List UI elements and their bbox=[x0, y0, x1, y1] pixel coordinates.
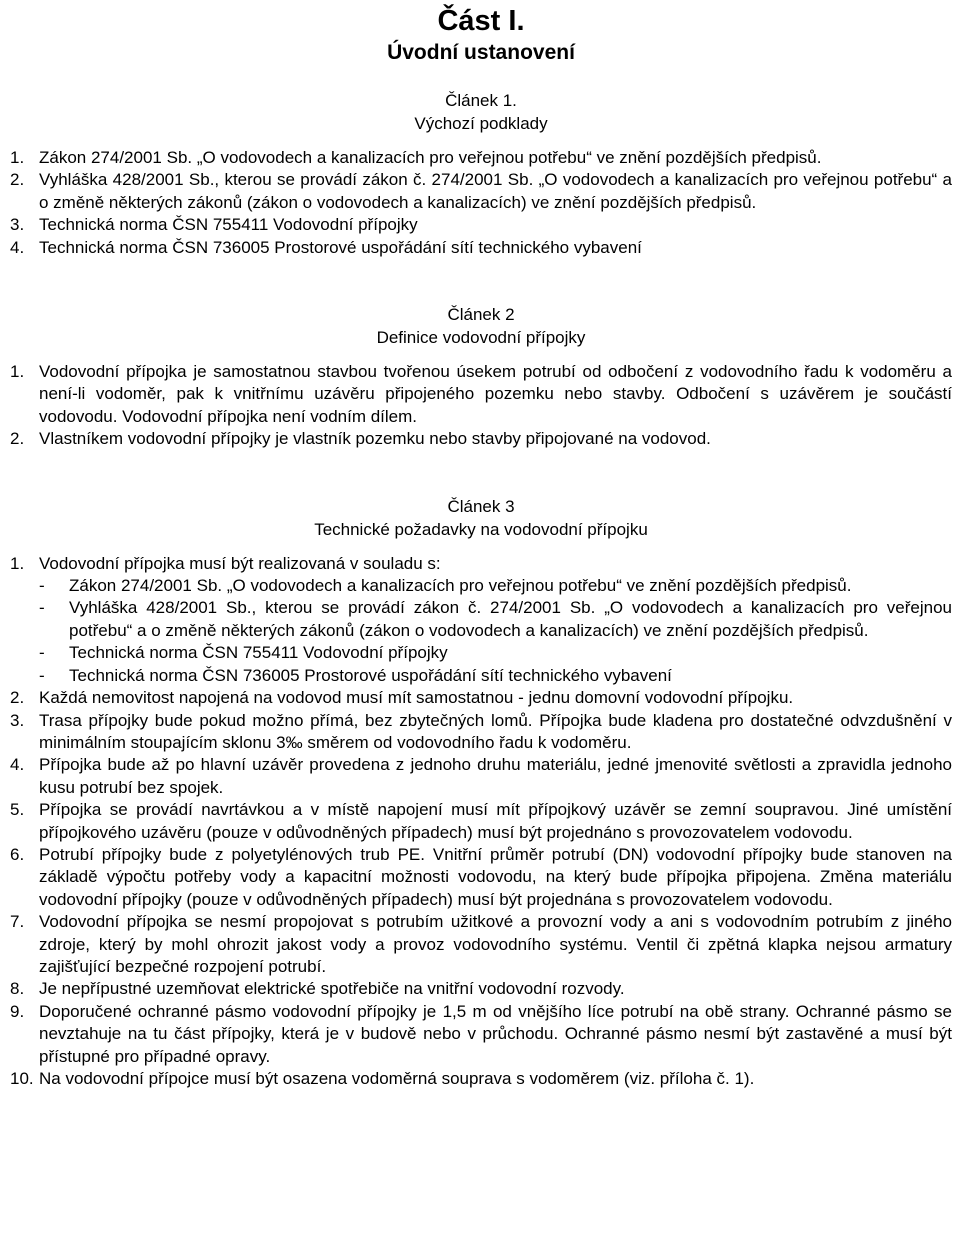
item-number: 6. bbox=[10, 844, 25, 864]
list-item bbox=[10, 428, 952, 450]
item-number: 1. bbox=[10, 148, 25, 167]
item-text: Vyhláška 428/2001 Sb., kterou se provádí zákon č. 274/2001 Sb. „O vodovodech a kanalizacích pro veřejnou potřebu“ a o změně některých zákonů (zákon o vodovodech a kanalizacích) ve znění pozdějších předpisů. bbox=[39, 170, 952, 212]
item-text: Přípojka bude až po hlavní uzávěr provedena z jednoho druhu materiálu, jedné jmenovité světlosti a zpravidla jednoho kusu potrubí bez spojek. bbox=[39, 755, 952, 797]
item-text: Vodovodní přípojka se nesmí propojovat s potrubím užitkové a provozní vody a ani s vodovodním potrubím z jiného zdroje, který by mohl ohrozit jakost vody a provoz vodovodního systému. Ventil či zpětná klapka nejsou armatury zajišťující bezpečné rozpojení potrubí. bbox=[39, 912, 952, 976]
item-number: 2. bbox=[10, 688, 25, 708]
sub-list-item: - Technická norma ČSN 755411 Vodovodní přípojky bbox=[39, 642, 952, 664]
list-item bbox=[10, 1001, 952, 1068]
sub-list-item: - Zákon 274/2001 Sb. „O vodovodech a kanalizacích pro veřejnou potřebu“ ve znění pozdějších předpisů. bbox=[39, 575, 952, 597]
article-3-title: Technické požadavky na vodovodní přípojku bbox=[314, 519, 648, 539]
item-intro-text: Vodovodní přípojka musí být realizovaná v souladu s: bbox=[39, 553, 441, 573]
list-item bbox=[10, 553, 952, 687]
part-title: Část I. bbox=[437, 5, 525, 37]
article-1-heading bbox=[10, 89, 952, 135]
item-text: Technická norma ČSN 736005 Prostorové uspořádání sítí technického vybavení bbox=[39, 237, 642, 257]
article-1-list bbox=[10, 147, 952, 259]
list-item bbox=[10, 361, 952, 428]
sub-item-text: Technická norma ČSN 755411 Vodovodní přípojky bbox=[69, 643, 448, 663]
article-3-number: Článek 3 bbox=[447, 496, 515, 516]
item-text: Každá nemovitost napojená na vodovod musí mít samostatnou - jednu domovní vodovodní přípojku. bbox=[39, 688, 794, 708]
item-text: Přípojka se provádí navrtávkou a v místě napojení musí mít přípojkový uzávěr se zemní soupravou. Jiné umístění přípojkového uzávěru (pouze v odůvodněných případech) musí být projednáno s provozovatelem vodovodu. bbox=[39, 800, 952, 842]
sub-list-item: - Vyhláška 428/2001 Sb., kterou se provádí zákon č. 274/2001 Sb. „O vodovodech a kanalizacích pro veřejnou potřebu“ a o změně některých zákonů (zákon o vodovodech a kanalizacích) ve znění pozdějších předpisů. bbox=[39, 597, 952, 642]
list-item bbox=[10, 978, 952, 1000]
item-text: Vodovodní přípojka je samostatnou stavbou tvořenou úsekem potrubí od odbočení z vodovodního řadu k vodoměru a není-li vodoměr, pak k vnitřnímu uzávěru připojeného pozemku nebo stavby. Odbočení s uzávěrem je součástí vodovodu. Vodovodní přípojka není vodním dílem. bbox=[39, 362, 952, 426]
list-item bbox=[10, 214, 952, 236]
item-text: Technická norma ČSN 755411 Vodovodní přípojky bbox=[39, 215, 418, 235]
item-text: Zákon 274/2001 Sb. „O vodovodech a kanalizacích pro veřejnou potřebu“ ve znění pozdějších předpisů. bbox=[39, 148, 822, 167]
item-text: Vlastníkem vodovodní přípojky je vlastník pozemku nebo stavby připojované na vodovod. bbox=[39, 429, 711, 449]
list-item bbox=[10, 1068, 952, 1090]
item-number: 5. bbox=[10, 800, 25, 820]
item-text bbox=[39, 553, 952, 687]
item-number: 3. bbox=[10, 215, 25, 235]
item-text: Potrubí přípojky bude z polyetylénových trub PE. Vnitřní průměr potrubí (DN) vodovodní přípojky bude stanoven na základě výpočtu potřeby vody a kapacitní možnosti vodovodu, na který bude přípojka připojena. Změna materiálu vodovodní přípojky (pouze v odůvodněných případech) musí být projednána s provozovatelem vodovodu. bbox=[39, 844, 952, 909]
sub-item-text: Vyhláška 428/2001 Sb., kterou se provádí zákon č. 274/2001 Sb. „O vodovodech a kanalizacích pro veřejnou potřebu“ a o změně některých zákonů (zákon o vodovodech a kanalizacích) ve znění pozdějších předpisů. bbox=[69, 598, 952, 640]
article-2-list bbox=[10, 361, 952, 451]
item-text: Je nepřípustné uzemňovat elektrické spotřebiče na vnitřní vodovodní rozvody. bbox=[39, 979, 625, 999]
item-number: 9. bbox=[10, 1001, 25, 1021]
item-text: Doporučené ochranné pásmo vodovodní přípojky je 1,5 m od vnějšího líce potrubí na obě strany. Ochranné pásmo se nevztahuje na tu část přípojky, která je v budově nebo v průchodu. Ochranné pásmo nesmí být zastavěné a musí být přístupné pro případné opravy. bbox=[39, 1001, 952, 1066]
list-item bbox=[10, 687, 952, 709]
part-subtitle: Úvodní ustanovení bbox=[387, 41, 575, 64]
list-item bbox=[10, 754, 952, 799]
article-2-number: Článek 2 bbox=[447, 305, 515, 325]
article-1-number: Článek 1. bbox=[445, 91, 517, 110]
list-item bbox=[10, 147, 952, 169]
item-text: Trasa přípojky bude pokud možno přímá, bez zbytečných lomů. Přípojka bude kladena pro dostatečné odvzdušnění v minimálním stoupajícím sklonu 3‰ směrem od vodovodního řadu k vodoměru. bbox=[39, 710, 952, 752]
list-item bbox=[10, 799, 952, 844]
list-item bbox=[10, 169, 952, 214]
list-item bbox=[10, 911, 952, 978]
document-page bbox=[0, 4, 960, 1254]
sub-item-text: Technická norma ČSN 736005 Prostorové uspořádání sítí technického vybavení bbox=[69, 665, 672, 685]
item-number: 7. bbox=[10, 912, 25, 932]
item-text: Na vodovodní přípojce musí být osazena vodoměrná souprava s vodoměrem (viz. příloha č. 1). bbox=[39, 1069, 755, 1088]
item-number: 1. bbox=[10, 362, 25, 382]
list-item bbox=[10, 844, 952, 911]
article-2-heading bbox=[10, 303, 952, 349]
item-number: 1. bbox=[10, 553, 25, 573]
list-item bbox=[10, 237, 952, 259]
item-number: 3. bbox=[10, 710, 25, 730]
item-number: 10. bbox=[10, 1069, 34, 1088]
article-2-title: Definice vodovodní přípojky bbox=[376, 328, 586, 348]
sub-list-item: - Technická norma ČSN 736005 Prostorové uspořádání sítí technického vybavení bbox=[39, 665, 952, 687]
article-1-title: Výchozí podklady bbox=[414, 114, 548, 133]
item-number: 4. bbox=[10, 237, 25, 257]
article-3-heading bbox=[10, 495, 952, 541]
item-number: 2. bbox=[10, 170, 25, 190]
list-item bbox=[10, 710, 952, 755]
item-number: 2. bbox=[10, 429, 25, 449]
sub-item-text: Zákon 274/2001 Sb. „O vodovodech a kanalizacích pro veřejnou potřebu“ ve znění pozdějších předpisů. bbox=[69, 576, 852, 596]
item-number: 4. bbox=[10, 755, 25, 775]
article-3-list bbox=[10, 553, 952, 1091]
item-number: 8. bbox=[10, 979, 25, 999]
